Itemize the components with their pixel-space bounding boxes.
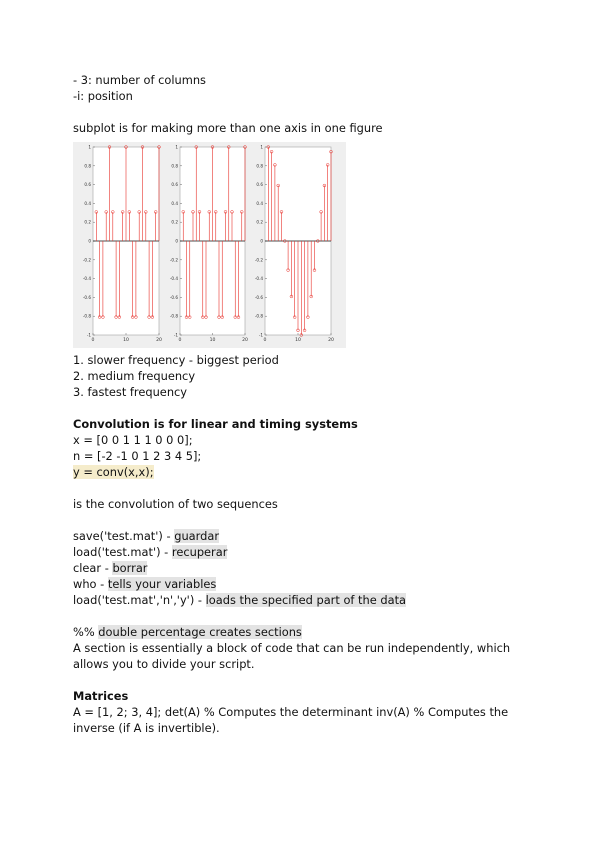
conv-code: y = conv(x,x); — [73, 465, 154, 479]
y-tick-label: -1 — [86, 332, 91, 338]
y-tick-label: 0.2 — [84, 219, 91, 225]
y-tick-label: -0.6 — [254, 294, 263, 300]
y-tick-label: -0.6 — [82, 294, 91, 300]
command-load-partial-code: load('test.mat','n','y') - — [73, 593, 206, 607]
x-definition: x = [0 0 1 1 1 0 0 0]; — [73, 433, 193, 447]
y-tick-label: 0.8 — [84, 163, 91, 169]
command-load — [73, 544, 543, 560]
y-tick-label: 0.8 — [256, 163, 263, 169]
y-tick-label: 0 — [175, 238, 178, 244]
subplot-note: subplot is for making more than one axis in one figure — [73, 121, 383, 135]
y-tick-label: -0.8 — [82, 313, 91, 319]
command-who-code: who - — [73, 577, 108, 591]
subplot-figure-svg — [73, 142, 346, 348]
command-load-code: load('test.mat') - — [73, 545, 172, 559]
y-tick-label: -1 — [173, 332, 178, 338]
position-note: -i: position — [73, 89, 133, 103]
command-save-code: save('test.mat') - — [73, 529, 175, 543]
y-tick-label: -0.4 — [82, 276, 91, 282]
sections-line — [73, 624, 543, 640]
command-load-partial-desc: loads the specified part of the data — [205, 593, 407, 607]
frequency-item-3: 3. fastest frequency — [73, 385, 188, 399]
y-tick-label: 0.8 — [171, 163, 178, 169]
y-tick-label: -0.2 — [82, 257, 91, 263]
y-tick-label: 0.4 — [84, 200, 91, 206]
y-tick-label: -1 — [258, 332, 263, 338]
y-tick-label: -0.4 — [169, 276, 178, 282]
x-tick-label: 0 — [178, 338, 182, 343]
y-tick-label: 1 — [88, 144, 91, 150]
y-tick-label: 0.6 — [84, 182, 91, 188]
y-tick-label: 0.4 — [256, 200, 263, 206]
y-tick-label: 0.6 — [256, 182, 263, 188]
command-clear-code: clear - — [73, 561, 113, 575]
command-who — [73, 576, 543, 592]
convolution-note: is the convolution of two sequences — [73, 497, 278, 511]
y-tick-label: -0.8 — [254, 313, 263, 319]
x-tick-label: 0 — [263, 338, 267, 343]
y-tick-label: 1 — [175, 144, 178, 150]
n-definition: n = [-2 -1 0 1 2 3 4 5]; — [73, 449, 202, 463]
y-tick-label: 0.6 — [171, 182, 178, 188]
subplot-figure — [73, 142, 346, 348]
y-tick-label: 0 — [88, 238, 91, 244]
command-save-desc: guardar — [174, 529, 220, 543]
x-tick-label: 10 — [209, 338, 216, 343]
y-tick-label: -0.6 — [169, 294, 178, 300]
document-page — [73, 72, 543, 736]
matrices-text: A = [1, 2; 3, 4]; det(A) % Computes the determinant inv(A) % Computes the inverse (if A is invertible). — [73, 705, 509, 735]
command-load-partial — [73, 592, 543, 608]
y-tick-label: 0 — [260, 238, 263, 244]
y-tick-label: 1 — [260, 144, 263, 150]
command-clear-desc: borrar — [112, 561, 148, 575]
y-tick-label: 0.2 — [256, 219, 263, 225]
y-tick-label: -0.8 — [169, 313, 178, 319]
y-tick-label: -0.2 — [254, 257, 263, 263]
y-tick-label: 0.2 — [171, 219, 178, 225]
matrices-heading: Matrices — [73, 689, 129, 703]
x-tick-label: 20 — [242, 338, 248, 343]
x-tick-label: 20 — [328, 338, 334, 343]
frequency-item-1: 1. slower frequency - biggest period — [73, 353, 279, 367]
sections-highlight: double percentage creates sections — [98, 625, 302, 639]
command-load-desc: recuperar — [171, 545, 228, 559]
command-who-desc: tells your variables — [107, 577, 217, 591]
y-tick-label: 0.4 — [171, 200, 178, 206]
sections-description: A section is essentially a block of code that can be run independently, which allows you to divide your script. — [73, 641, 511, 671]
x-tick-label: 10 — [295, 338, 301, 343]
columns-note: - 3: number of columns — [73, 73, 206, 87]
frequency-item-2: 2. medium frequency — [73, 369, 196, 383]
x-tick-label: 10 — [123, 338, 129, 343]
y-tick-label: -0.2 — [169, 257, 178, 263]
y-tick-label: -0.4 — [254, 276, 263, 282]
x-tick-label: 20 — [156, 338, 162, 343]
x-tick-label: 0 — [91, 338, 95, 343]
command-clear — [73, 560, 543, 576]
convolution-heading: Convolution is for linear and timing systems — [73, 417, 358, 431]
command-save — [73, 528, 543, 544]
sections-prefix: %% — [73, 625, 99, 639]
